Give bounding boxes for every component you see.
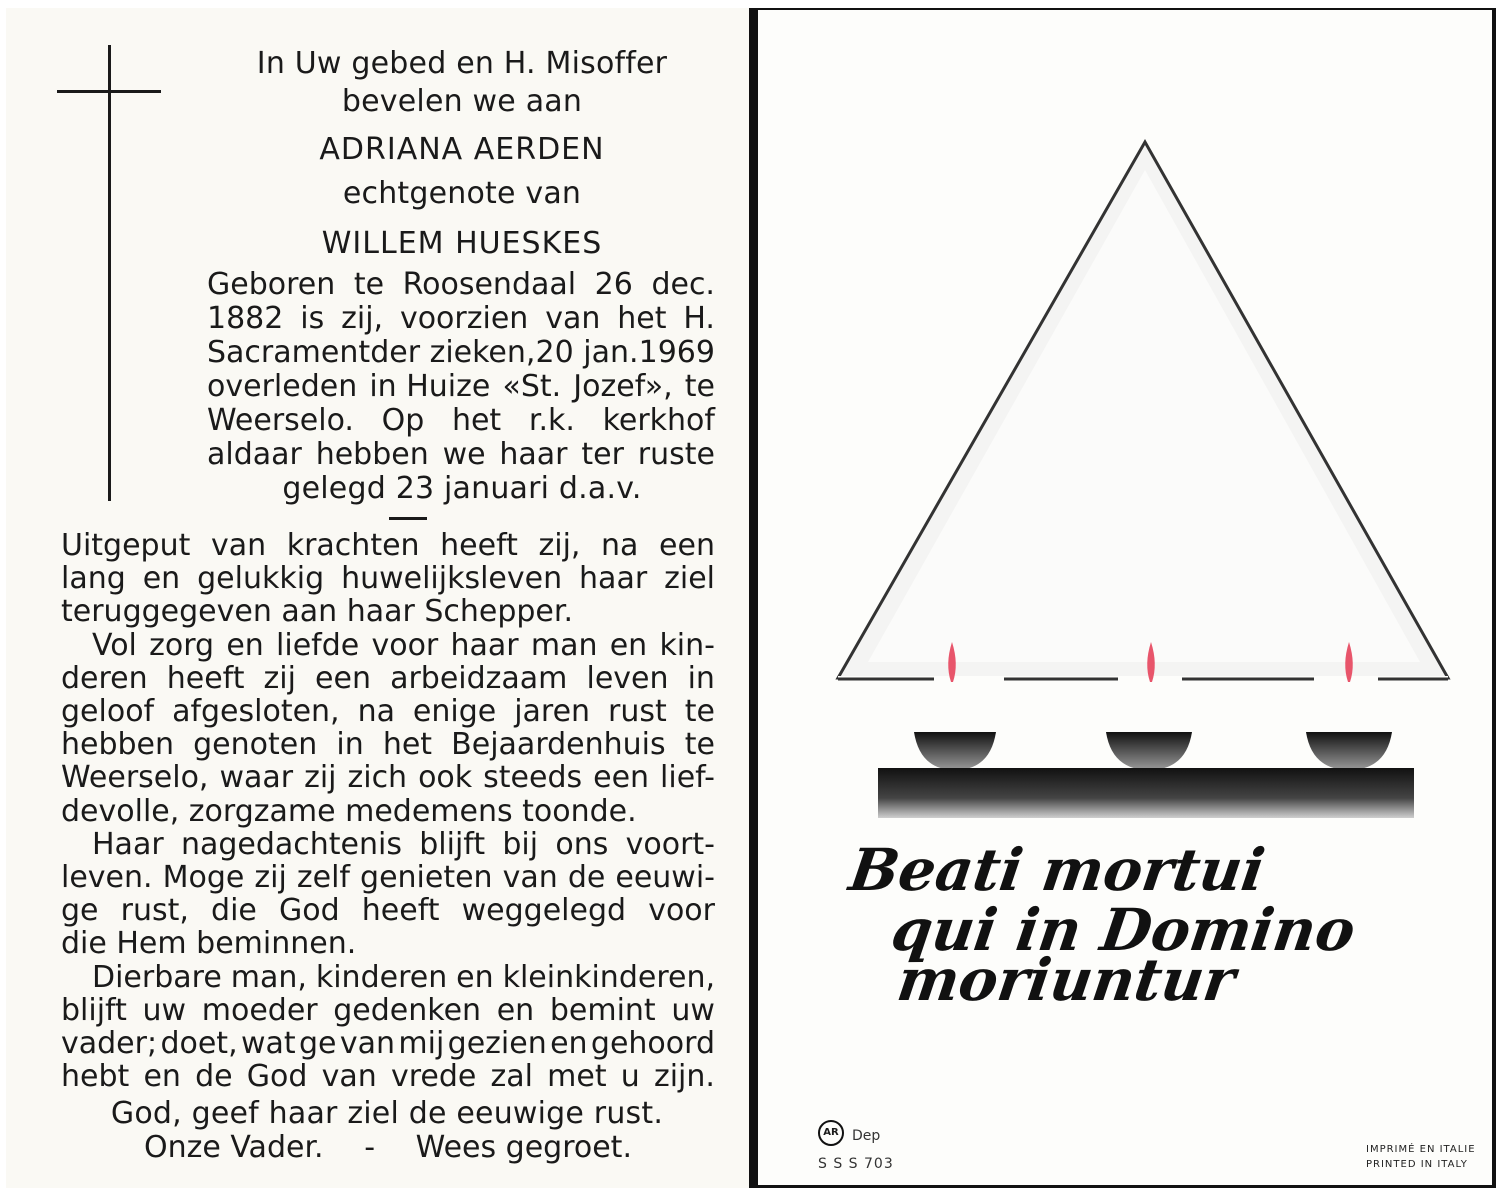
paragraph-word: hebt: [61, 1059, 130, 1095]
paragraph-word: krachten: [286, 528, 420, 563]
paragraph-line: [61, 1059, 715, 1094]
paragraph-word: afgesloten,: [172, 694, 340, 729]
paragraph-word: te: [684, 694, 715, 729]
publisher-logo-icon: AR: [818, 1120, 844, 1146]
paragraph-word: die: [211, 893, 257, 929]
paragraph-word: zelf: [296, 860, 350, 895]
paragraph-word: gehoord: [590, 1026, 715, 1061]
paragraph-word: bemint: [549, 992, 656, 1028]
imprint-line-2: PRINTED IN ITALY: [1366, 1159, 1468, 1170]
paragraph-word: devolle, zorgzame medemens toonde.: [61, 793, 637, 829]
devotional-image-card: [754, 8, 1496, 1188]
paragraph-word: leven: [586, 660, 669, 696]
biography-word: te: [684, 369, 715, 404]
biography-word: ter: [581, 437, 624, 472]
biography-word: haar: [499, 437, 568, 472]
biography-word: het: [451, 403, 502, 438]
paragraph-word: God: [279, 893, 340, 929]
paragraph-word: jaren: [514, 694, 591, 729]
prayer-names: [144, 1130, 632, 1165]
biography-word: aldaar: [207, 437, 302, 472]
paragraph-word: Weerselo,: [61, 760, 209, 796]
biography-word: «St.: [502, 369, 562, 404]
paragraph-word: huwelijksleven: [341, 561, 563, 597]
paragraph-line: [61, 860, 715, 895]
paragraph-word: geloof: [61, 694, 155, 729]
closing-prayer: God, geef haar ziel de eeuwige rust.: [110, 1096, 664, 1131]
paragraph-line: [61, 1026, 715, 1061]
paragraph-word: ge: [299, 1026, 337, 1061]
biography-line: [207, 301, 715, 336]
paragraph-word: Bejaardenhuis: [451, 727, 666, 763]
latin-motto-line-2: qui in Domino: [887, 896, 1360, 964]
biography-word: 20 jan.: [535, 335, 639, 370]
paragraph-word: van: [321, 1059, 377, 1095]
paragraph-line: [61, 926, 356, 961]
biography-line: [207, 369, 715, 404]
paragraph-word: een: [315, 660, 371, 696]
series-code: S S S 703: [818, 1156, 894, 1172]
paragraph-word: genoten: [193, 727, 318, 763]
paragraph-line: [61, 893, 715, 928]
paragraph-line: [92, 827, 715, 862]
paragraph-line: [92, 628, 715, 663]
separator-dash: [389, 517, 427, 520]
paragraph-line: [61, 760, 715, 795]
paragraph-word: een: [593, 760, 650, 796]
paragraph-word: rust,: [120, 893, 189, 929]
paragraph-word: heeft: [166, 660, 245, 696]
paragraph-word: ook: [418, 760, 473, 796]
paragraph-word: u: [620, 1059, 640, 1095]
paragraph-word: eeuwi-: [615, 860, 715, 895]
paragraph-word: en: [142, 561, 181, 597]
paragraph-word: en: [496, 992, 535, 1028]
paragraph-word: zich: [347, 760, 408, 796]
biography-word: H.: [683, 301, 715, 336]
prayer-our-father: Onze Vader.: [144, 1130, 324, 1165]
paragraph-word: ge: [61, 893, 99, 929]
memorial-text-card: [6, 8, 754, 1188]
paragraph-word: heeft: [440, 528, 518, 563]
paragraph-line: [92, 960, 715, 995]
paragraph-word: leven.: [61, 860, 153, 895]
paragraph-word: met: [547, 1059, 607, 1095]
paragraph-word: genieten: [360, 860, 493, 895]
paragraph-word: voort-: [625, 826, 715, 862]
heading-line-2: bevelen we aan: [341, 84, 583, 119]
paragraph-word: man,: [230, 959, 307, 995]
paragraph-word: man: [530, 627, 598, 663]
paragraph-word: gedenken: [333, 992, 482, 1028]
biography-word: hebben: [315, 437, 429, 472]
biography-line: [207, 267, 715, 302]
paragraph-word: Moge: [162, 860, 245, 895]
paragraph-word: God: [246, 1059, 308, 1095]
paragraph-word: waar: [219, 760, 294, 796]
paragraph-word: arbeidzaam: [390, 660, 568, 696]
latin-motto-line-3: moriuntur: [893, 946, 1240, 1014]
paragraph-word: nagedachtenis: [180, 826, 402, 862]
paragraph-word: Haar: [92, 826, 164, 862]
paragraph-word: steeds: [483, 760, 583, 796]
paragraph-word: mij: [398, 1026, 445, 1061]
paragraph-word: kinderen: [315, 959, 448, 995]
altar-shelf: [878, 768, 1414, 818]
paragraph-word: na: [357, 694, 395, 729]
paragraph-word: en: [550, 1026, 588, 1061]
paragraph-word: in: [687, 660, 715, 696]
biography-word: 26: [594, 267, 633, 302]
paragraph-word: moeder: [201, 992, 318, 1028]
paragraph-word: vrede: [390, 1059, 477, 1095]
paragraph-line: [61, 993, 715, 1028]
biography-word: is: [300, 301, 325, 336]
paragraph-word: de: [195, 1059, 233, 1095]
paragraph-word: deren: [61, 660, 148, 696]
paragraph-word: rust: [608, 694, 667, 729]
paragraph-word: vader;: [61, 1026, 158, 1061]
paragraph-line: [61, 694, 715, 729]
paragraph-word: zijn.: [653, 1059, 715, 1095]
paragraph-word: die Hem beminnen.: [61, 926, 357, 962]
paragraph-word: uw: [671, 992, 715, 1028]
biography-word: 1882: [207, 301, 284, 336]
paragraph-word: enige: [412, 694, 497, 729]
biography-word: het: [617, 301, 667, 336]
dep-label: Dep: [852, 1128, 881, 1144]
paragraph-word: van: [339, 1026, 396, 1061]
paragraph-line: [61, 794, 637, 829]
biography-last-line: gelegd 23 januari d.a.v.: [282, 471, 642, 506]
biography-word: Geboren: [207, 267, 336, 302]
paragraph-word: te: [684, 727, 715, 763]
biography-line: [207, 335, 715, 370]
paragraph-word: kleinkinderen,: [502, 959, 715, 995]
paragraph-word: doet,: [160, 1026, 238, 1061]
paragraph-word: gezien: [447, 1026, 547, 1061]
paragraph-word: zorg: [149, 627, 215, 663]
paragraph-line: [61, 661, 715, 696]
biography-word: Jozef»,: [573, 369, 673, 404]
spouse-name: WILLEM HUESKES: [321, 226, 603, 261]
biography-word: in Huize: [369, 369, 491, 404]
imprint-line-1: IMPRIMÉ EN ITALIE: [1366, 1144, 1476, 1155]
paragraph-word: kin-: [659, 627, 715, 663]
biography-word: Op: [381, 403, 425, 438]
biography-word: zij,: [341, 301, 384, 336]
paragraph-word: liefde: [276, 627, 360, 663]
paragraph-word: voor: [371, 627, 439, 663]
paragraph-word: zal: [490, 1059, 533, 1095]
biography-line: [207, 403, 715, 438]
biography-word: r.k.: [528, 403, 575, 438]
biography-word: Sacrament: [207, 335, 371, 370]
latin-motto-line-1: Beati mortui: [845, 836, 1269, 904]
biography-word: kerkhof: [602, 403, 715, 438]
paragraph-word: heeft: [361, 893, 440, 929]
paragraph-word: uw: [142, 992, 187, 1028]
paragraph-word: zij: [254, 860, 287, 895]
paragraph-word: Vol: [92, 627, 137, 663]
paragraph-word: blijft: [419, 826, 486, 862]
biography-word: der zieken,: [370, 335, 536, 370]
paragraph-line: [61, 594, 573, 629]
paragraph-word: het: [382, 727, 433, 763]
paragraph-word: haar: [450, 627, 519, 663]
biography-line: [207, 437, 715, 472]
paragraph-word: wat: [240, 1026, 296, 1061]
paragraph-word: zij: [263, 660, 296, 696]
paragraph-word: hebben: [61, 727, 175, 763]
paragraph-word: lief-: [660, 760, 715, 796]
paragraph-word: gelukkig: [197, 561, 325, 597]
prayer-separator: -: [364, 1130, 376, 1165]
cross-icon-horizontal: [57, 90, 161, 93]
paragraph-word: en: [609, 627, 648, 663]
cross-icon-vertical: [108, 45, 111, 501]
paragraph-word: de: [567, 860, 606, 895]
paragraph-word: bij: [502, 826, 539, 862]
paragraph-word: na: [601, 528, 639, 563]
biography-word: 1969: [638, 335, 715, 370]
paragraph-line: [61, 727, 715, 762]
paragraph-word: Uitgeput: [61, 528, 191, 563]
oil-lamp-bowl-1: [914, 732, 996, 770]
paragraph-word: blijft: [61, 992, 127, 1028]
prayer-hail-mary: Wees gegroet.: [415, 1130, 632, 1165]
biography-word: van: [545, 301, 601, 336]
paragraph-word: ziel: [664, 561, 715, 597]
relation-text: echtgenote van: [342, 176, 582, 211]
paragraph-word: van: [210, 528, 267, 563]
biography-word: overleden: [207, 369, 358, 404]
biography-word: Weerselo.: [207, 403, 354, 438]
paragraph-word: in: [336, 727, 364, 763]
oil-lamp-bowl-3: [1306, 732, 1392, 770]
paragraph-word: een: [659, 528, 715, 563]
paragraph-word: weggelegd: [461, 893, 627, 929]
paragraph-word: lang: [61, 561, 126, 597]
heading-line-1: In Uw gebed en H. Misoffer: [256, 46, 668, 81]
biography-word: ruste: [637, 437, 715, 472]
paragraph-line: [61, 561, 715, 596]
paragraph-word: Dierbare: [92, 959, 222, 995]
paragraph-line: [61, 528, 715, 563]
biography-word: dec.: [651, 267, 715, 302]
biography-word: we: [442, 437, 486, 472]
paragraph-word: en: [456, 959, 494, 995]
paragraph-word: ons: [555, 826, 609, 862]
biography-word: te: [353, 267, 385, 302]
biography-word: Roosendaal: [402, 267, 577, 302]
biography-word: voorzien: [399, 301, 529, 336]
paragraph-word: en: [143, 1059, 181, 1095]
deceased-name: ADRIANA AERDEN: [319, 132, 605, 167]
paragraph-word: en: [226, 627, 264, 663]
oil-lamp-bowl-2: [1106, 732, 1192, 770]
paragraph-word: van: [502, 860, 558, 895]
paragraph-word: teruggegeven aan haar Schepper.: [61, 594, 574, 630]
paragraph-word: haar: [579, 561, 648, 597]
paragraph-word: zij: [304, 760, 337, 796]
paragraph-word: zij,: [538, 528, 581, 563]
paragraph-word: voor: [648, 893, 715, 929]
